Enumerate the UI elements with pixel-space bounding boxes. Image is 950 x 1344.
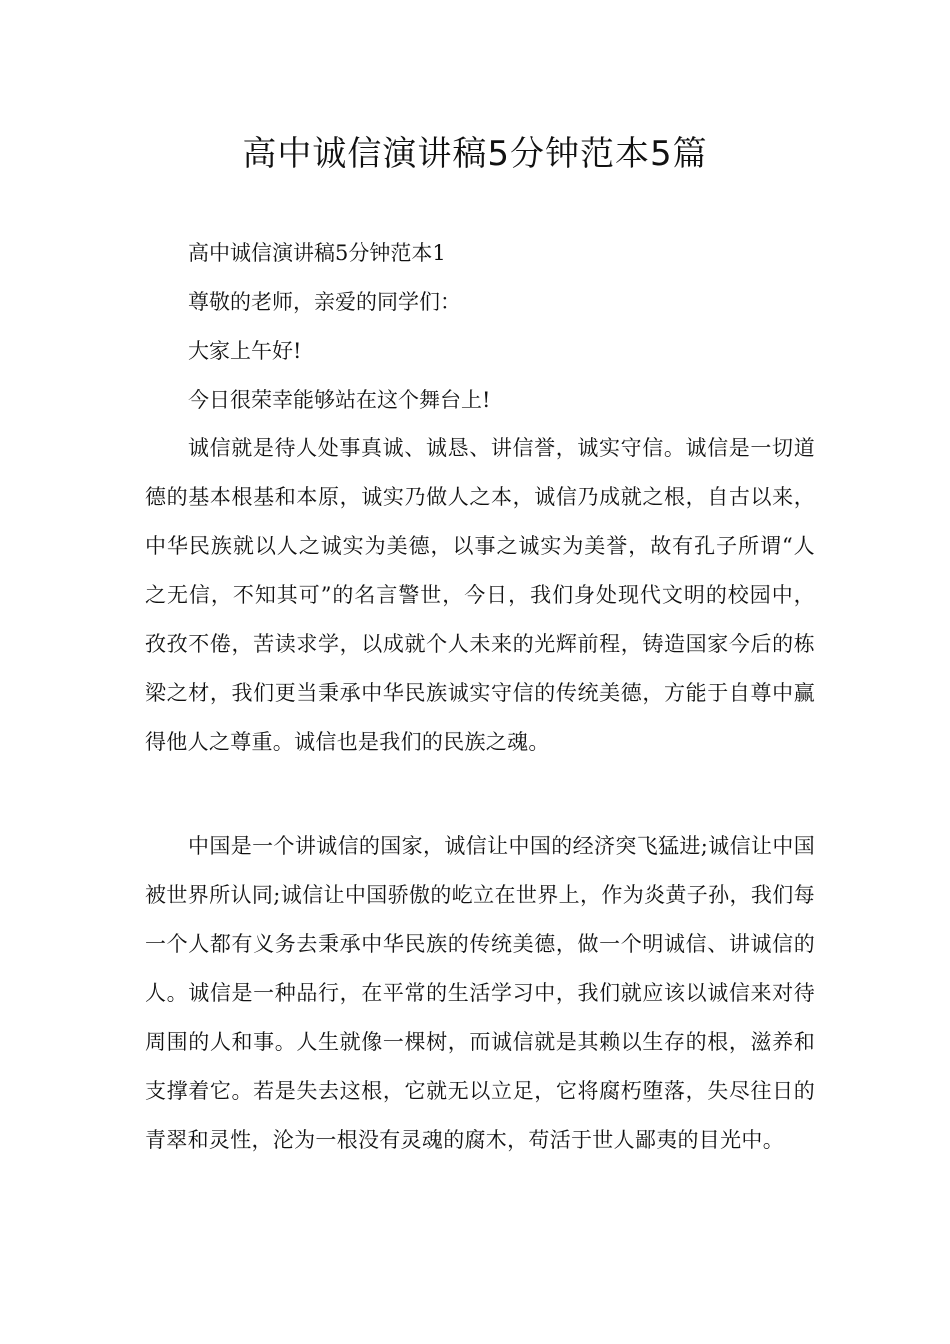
- document-title: 高中诚信演讲稿5分钟范本5篇: [242, 134, 708, 174]
- salutation-line: 大家上午好!: [188, 339, 302, 363]
- body-paragraph: 中国是一个讲诚信的国家，诚信让中国的经济突飞猛进;诚信让中国被世界所认同;诚信让中国骄傲的屹立在世界上，作为炎黄子孙，我们每一个人都有义务去秉承中华民族的传统美德，做一个明诚信、讲诚信的人。诚信是一种品行，在平常的生活学习中，我们就应该以诚信来对待周围的人和事。人生就像一棵树，而诚信就是其赖以生存的根，滋养和支撑着它。若是失去这根，它就无以立足，它将腐朽堕落，失尽往日的青翠和灵性，沦为一根没有灵魂的腐木，苟活于世人鄙夷的目光中。: [145, 834, 815, 1152]
- greeting-line: 尊敬的老师，亲爱的同学们：: [188, 290, 461, 314]
- opening-line: 今日很荣幸能够站在这个舞台上!: [188, 388, 491, 412]
- body-paragraph: 诚信就是待人处事真诚、诚恳、讲信誉，诚实守信。诚信是一切道德的基本根基和本原，诚实乃做人之本，诚信乃成就之根，自古以来，中华民族就以人之诚实为美德，以事之诚实为美誉，故有孔子所谓“人之无信，不知其可”的名言警世，今日，我们身处现代文明的校园中，孜孜不倦，苦读求学，以成就个人未来的光辉前程，铸造国家今后的栋梁之材，我们更当秉承中华民族诚实守信的传统美德，方能于自尊中赢得他人之尊重。诚信也是我们的民族之魂。: [145, 436, 815, 754]
- section-heading: 高中诚信演讲稿5分钟范本1: [188, 241, 446, 265]
